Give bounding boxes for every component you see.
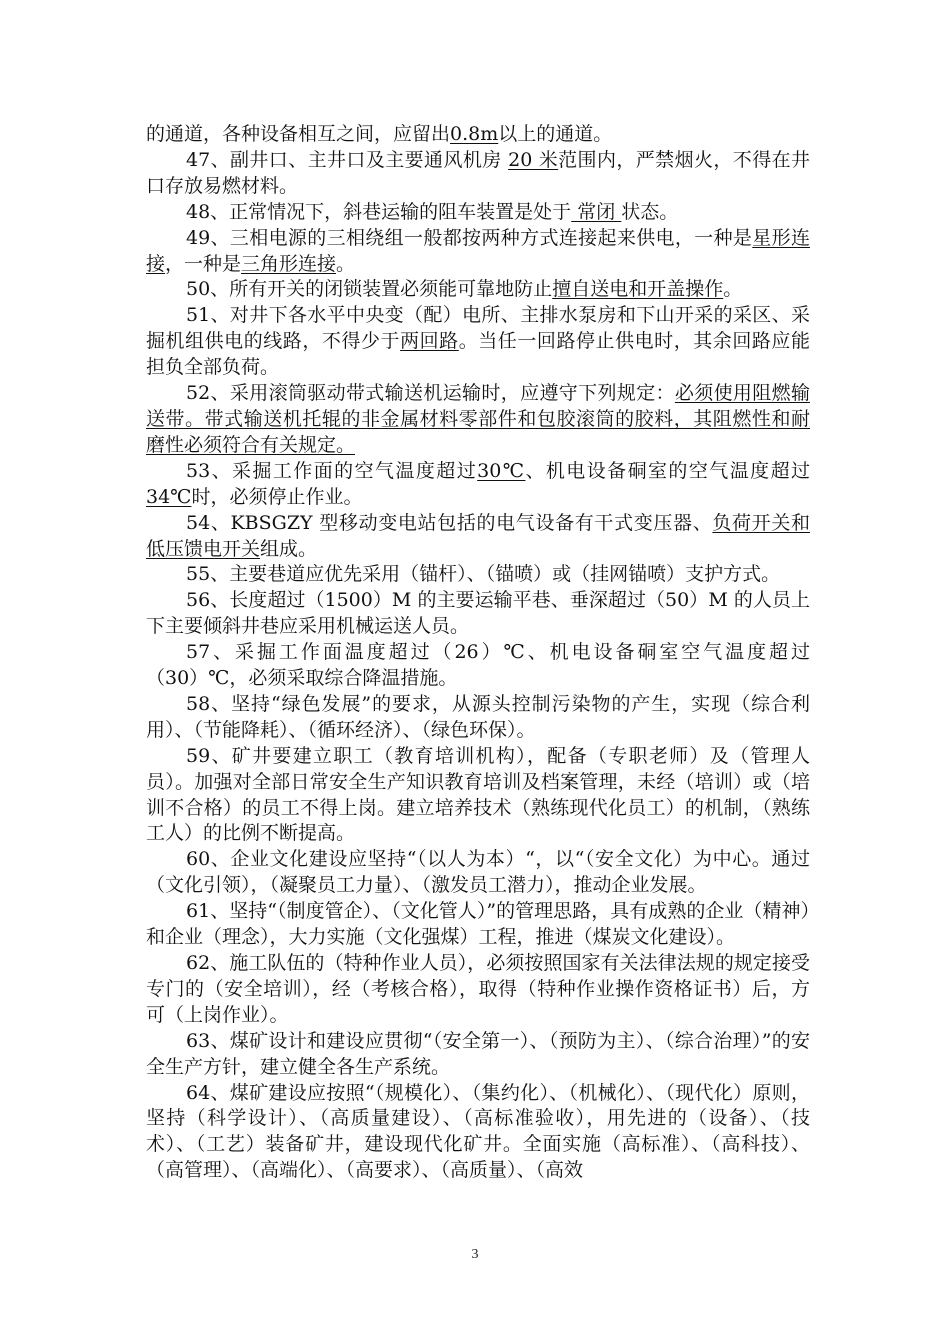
paragraph: [146, 303, 810, 381]
paragraph: [146, 692, 810, 744]
paragraph: [146, 511, 810, 563]
paragraph: [146, 148, 810, 200]
paragraph: [146, 847, 810, 899]
underlined-answer: 两回路: [400, 330, 459, 353]
paragraph-text: 。: [336, 252, 356, 275]
paragraph-text: 62、施工队伍的（特种作业人员），必须按照国家有关法律法规的规定接受专门的（安全培训），经（考核合格），取得（特种作业操作资格证书）后，方可（上岗作业）。: [146, 952, 810, 1026]
paragraph-text: 63、煤矿设计和建设应贯彻“（安全第一）、（预防为主）、（综合治理）”的安全生产方针，建立健全各生产系统。: [146, 1029, 810, 1078]
paragraph-text: 48、正常情况下，斜巷运输的阻车装置是处于: [186, 200, 572, 223]
paragraph-text: 56、长度超过（1500）M 的主要运输平巷、垂深超过（50）M 的人员上下主要倾斜井巷应采用机械运送人员。: [146, 589, 810, 638]
paragraph-text: 时，必须停止作业。: [191, 485, 363, 508]
paragraph-text: ，一种是: [165, 252, 242, 275]
paragraph-text: 状态。: [621, 200, 679, 223]
paragraph-text: 49、三相电源的三相绕组一般都按两种方式连接起来供电，一种是: [186, 226, 753, 249]
paragraph-text: 。: [723, 278, 743, 301]
paragraph: [146, 562, 810, 588]
paragraph-text: 64、煤矿建设应按照“（规模化）、（集约化）、（机械化）、（现代化）原则，坚持（科学设计）、（高质量建设）、（高标准验收），用先进的（设备）、（技术）、（工艺）装备矿井，建设现代化矿井。全面实施（高标准）、（高科技）、（高管理）、（高端化）、（高要求）、（高质量）、（高效: [146, 1081, 810, 1182]
paragraph: [146, 951, 810, 1029]
paragraph-text: 58、坚持“绿色发展”的要求，从源头控制污染物的产生，实现（综合利用）、（节能降耗）、（循环经济）、（绿色环保）。: [146, 692, 810, 741]
paragraph: [146, 1029, 810, 1081]
paragraph: [146, 277, 810, 303]
underlined-answer: 星形连接: [146, 226, 810, 275]
paragraph-text: 57、采掘工作面温度超过（26）℃、机电设备硐室空气温度超过（30）℃，必须采取综合降温措施。: [146, 641, 810, 690]
underlined-answer: 20 米: [508, 148, 559, 171]
paragraph-text: 范围内，严禁烟火，不得在井口存放易燃材料。: [146, 148, 810, 197]
underlined-answer: 30℃: [477, 459, 526, 482]
paragraph-text: 。当任一回路停止供电时，其余回路应能担负全部负荷。: [146, 330, 810, 379]
paragraph: [146, 226, 810, 278]
underlined-answer: 三角形连接: [241, 252, 337, 275]
paragraph-text: 53、采掘工作面的空气温度超过: [186, 459, 478, 482]
underlined-answer: 34℃: [146, 485, 192, 508]
paragraph: [146, 640, 810, 692]
paragraph: [146, 588, 810, 640]
underlined-answer: 常闭: [571, 200, 622, 223]
page-number: 3: [471, 1247, 479, 1262]
paragraph-text: 的通道，各种设备相互之间，应留出: [146, 123, 451, 145]
paragraph-text: 55、主要巷道应优先采用（锚杆）、（锚喷）或（挂网锚喷）支护方式。: [186, 563, 781, 586]
paragraph-text: 50、所有开关的闭锁装置必须能可靠地防止: [186, 278, 553, 301]
paragraph-text: 54、KBSGZY 型移动变电站包括的电气设备有干式变压器、: [186, 511, 713, 534]
paragraph: [146, 899, 810, 951]
underlined-answer: 负荷开关和低压馈电开关: [146, 511, 810, 560]
paragraph-text: 59、矿井要建立职工（教育培训机构），配备（专职老师）及（管理人员）。加强对全部日常安全生产知识教育培训及档案管理，未经（培训）或（培训不合格）的员工不得上岗。建立培养技术（熟练现代化员工）的机制，（熟练工人）的比例不断提高。: [146, 744, 810, 845]
paragraph: [146, 459, 810, 511]
document-body: [146, 122, 810, 1184]
paragraph-text: 以上的通道。: [498, 123, 613, 145]
paragraph: [146, 1081, 810, 1185]
underlined-answer: 0.8m: [450, 123, 499, 145]
paragraph-text: 、机电设备硐室的空气温度超过: [525, 459, 810, 482]
paragraph: [146, 381, 810, 459]
paragraph-text: 组成。: [260, 537, 318, 560]
paragraph-text: 61、坚持“（制度管企）、（文化管人）”的管理思路，具有成熟的企业（精神）和企业（理念），大力实施（文化强煤）工程，推进（煤炭文化建设）。: [146, 900, 810, 949]
paragraph-text: 47、副井口、主井口及主要通风机房: [186, 148, 509, 171]
paragraph-text: 52、采用滚筒驱动带式输送机运输时，应遵守下列规定：: [186, 382, 675, 405]
paragraph-text: 60、企业文化建设应坚持“（以人为本）“，以“（安全文化）为中心。通过（文化引领），（凝聚员工力量）、（激发员工潜力），推动企业发展。: [146, 848, 810, 897]
underlined-answer: 擅自送电和开盖操作: [552, 278, 724, 301]
underlined-answer: 必须使用阻燃输送带。带式输送机托辊的非金属材料零部件和包胶滚筒的胶料，其阻燃性和耐磨性必须符合有关规定。: [146, 382, 810, 456]
paragraph: [146, 744, 810, 848]
paragraph: [146, 200, 810, 226]
paragraph-text: 51、对井下各水平中央变（配）电所、主排水泵房和下山开采的采区、采掘机组供电的线路，不得少于: [146, 304, 810, 353]
paragraph: [146, 122, 810, 148]
